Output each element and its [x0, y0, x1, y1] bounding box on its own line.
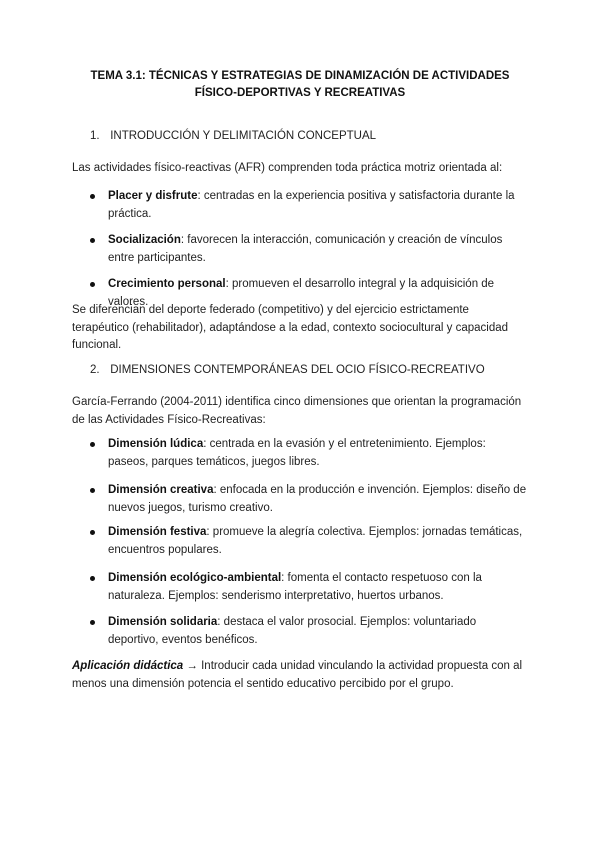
list-item-text: : centradas en la experiencia positiva y satisfactoria durante la práctica. — [108, 190, 515, 220]
bullet-icon — [90, 488, 95, 493]
bullet-icon — [90, 620, 95, 625]
bullet-icon — [90, 282, 95, 287]
list-item-term: Dimensión ecológico-ambiental — [108, 572, 282, 584]
bullet-icon — [90, 238, 95, 243]
bullet-icon — [90, 194, 95, 199]
bullet-icon — [90, 530, 95, 535]
section-1-number: 1. — [90, 130, 100, 142]
section-1-closing: Se diferencian del deporte federado (competitivo) y del ejercicio estrictamente terapéutico (rehabilitador), adaptándose a la edad, contexto sociocultural y capacidad funcional. — [72, 304, 509, 351]
list-item-text: : promueven el desarrollo integral y la adquisición de valores. — [108, 278, 495, 308]
application-label: Aplicación didáctica → — [72, 660, 198, 672]
document-title — [60, 68, 540, 102]
bullet-icon — [90, 442, 95, 447]
section-2-intro: García-Ferrando (2004-2011) identifica cinco dimensiones que orientan la programación de las Actividades Físico-Recreativas: — [72, 396, 522, 426]
list-item-text: : centrada en la evasión y el entretenimiento. Ejemplos: paseos, parques temáticos, juegos libres. — [108, 438, 486, 468]
list-item-text: : promueve la alegría colectiva. Ejemplos: jornadas temáticas, encuentros populares. — [108, 526, 523, 556]
list-item-term: Dimensión lúdica — [108, 438, 204, 450]
list-item-term: Dimensión creativa — [108, 484, 214, 496]
section-1-title: INTRODUCCIÓN Y DELIMITACIÓN CONCEPTUAL — [110, 130, 377, 142]
list-item-text: : enfocada en la producción e invención. Ejemplos: diseño de nuevos juegos, turismo creativo. — [108, 484, 527, 514]
list-item-text: : fomenta el contacto respetuoso con la naturaleza. Ejemplos: senderismo interpretativo, huertos urbanos. — [108, 572, 482, 602]
section-2-heading — [90, 364, 485, 376]
application-note — [72, 658, 527, 693]
section-1-heading — [90, 130, 376, 142]
list-item-term: Placer y disfrute — [108, 190, 198, 202]
section-2-number: 2. — [90, 364, 100, 376]
list-item-term: Dimensión festiva — [108, 526, 207, 538]
list-item-term: Dimensión solidaria — [108, 616, 218, 628]
application-text: Introducir cada unidad vinculando la actividad propuesta con al menos una dimensión potencia el sentido educativo percibido por el grupo. — [72, 660, 523, 690]
bullet-icon — [90, 576, 95, 581]
list-item-text: : destaca el valor prosocial. Ejemplos: voluntariado deportivo, eventos benéficos. — [108, 616, 477, 646]
list-item-term: Crecimiento personal — [108, 278, 226, 290]
section-1-intro: Las actividades físico-reactivas (AFR) comprenden toda práctica motriz orientada al: — [72, 162, 503, 174]
list-item-text: : favorecen la interacción, comunicación y creación de vínculos entre participantes. — [108, 234, 503, 264]
title-line-1: TEMA 3.1: TÉCNICAS Y ESTRATEGIAS DE DINAMIZACIÓN DE ACTIVIDADES — [90, 70, 510, 82]
title-line-2: FÍSICO-DEPORTIVAS Y RECREATIVAS — [194, 87, 406, 99]
list-item-term: Socialización — [108, 234, 181, 246]
section-2-title: DIMENSIONES CONTEMPORÁNEAS DEL OCIO FÍSICO-RECREATIVO — [110, 364, 485, 376]
